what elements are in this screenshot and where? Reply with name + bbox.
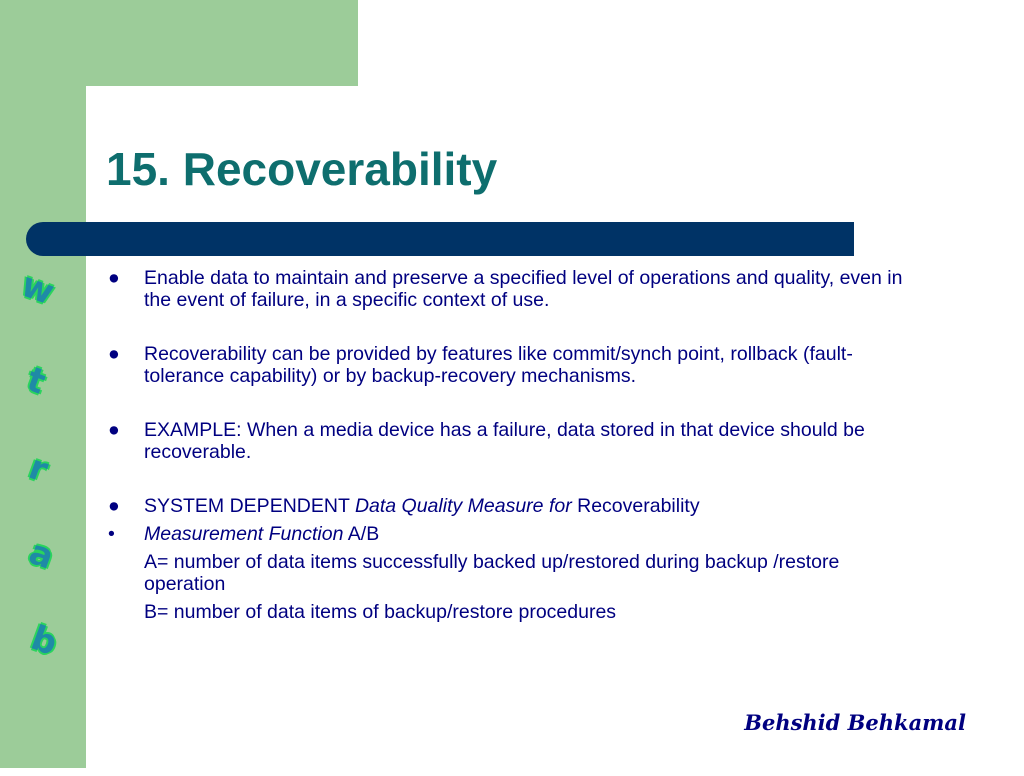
bullet-icon: ●: [108, 343, 120, 365]
measure-item: [108, 495, 908, 517]
side-letter-4: a: [23, 532, 60, 578]
function-item: [108, 523, 908, 545]
title-underline-bar: [26, 222, 854, 256]
side-letter-2: t: [21, 359, 51, 403]
measure-prefix: SYSTEM DEPENDENT: [144, 495, 355, 517]
side-letter-1: w: [16, 264, 60, 314]
function-italic: Measurement Function: [144, 523, 344, 545]
function-suffix: A/B: [343, 523, 380, 545]
measure-suffix: Recoverability: [571, 495, 700, 517]
bullet-item: [108, 267, 908, 311]
bullet-item: [108, 343, 908, 387]
author-signature: Behshid Behkamal: [744, 710, 966, 735]
bullet-text: Recoverability can be provided by features like commit/synch point, rollback (fault-tolerance capability) or by backup-recovery mechanisms.: [144, 343, 853, 387]
bullet-icon: ●: [108, 419, 120, 441]
measure-italic: Data Quality Measure for: [354, 495, 572, 517]
side-letter-5: b: [25, 618, 63, 664]
definition-b: B= number of data items of backup/restore procedures: [144, 601, 617, 623]
small-bullet-icon: •: [108, 523, 115, 545]
definition-a: A= number of data items successfully backed up/restored during backup /restore operation: [144, 551, 840, 595]
bullet-icon: ●: [108, 495, 120, 517]
side-decoration: [0, 0, 86, 768]
bullet-text: EXAMPLE: When a media device has a failure, data stored in that device should be recoverable.: [144, 419, 865, 463]
bullet-icon: ●: [108, 267, 120, 289]
side-letter-3: r: [23, 447, 54, 491]
bullet-item: [108, 419, 908, 463]
slide-body: [108, 267, 908, 623]
slide-title: 15. Recoverability: [106, 143, 498, 195]
bullet-text: Enable data to maintain and preserve a specified level of operations and quality, even in the event of failure, in a specific context of use.: [144, 267, 903, 311]
